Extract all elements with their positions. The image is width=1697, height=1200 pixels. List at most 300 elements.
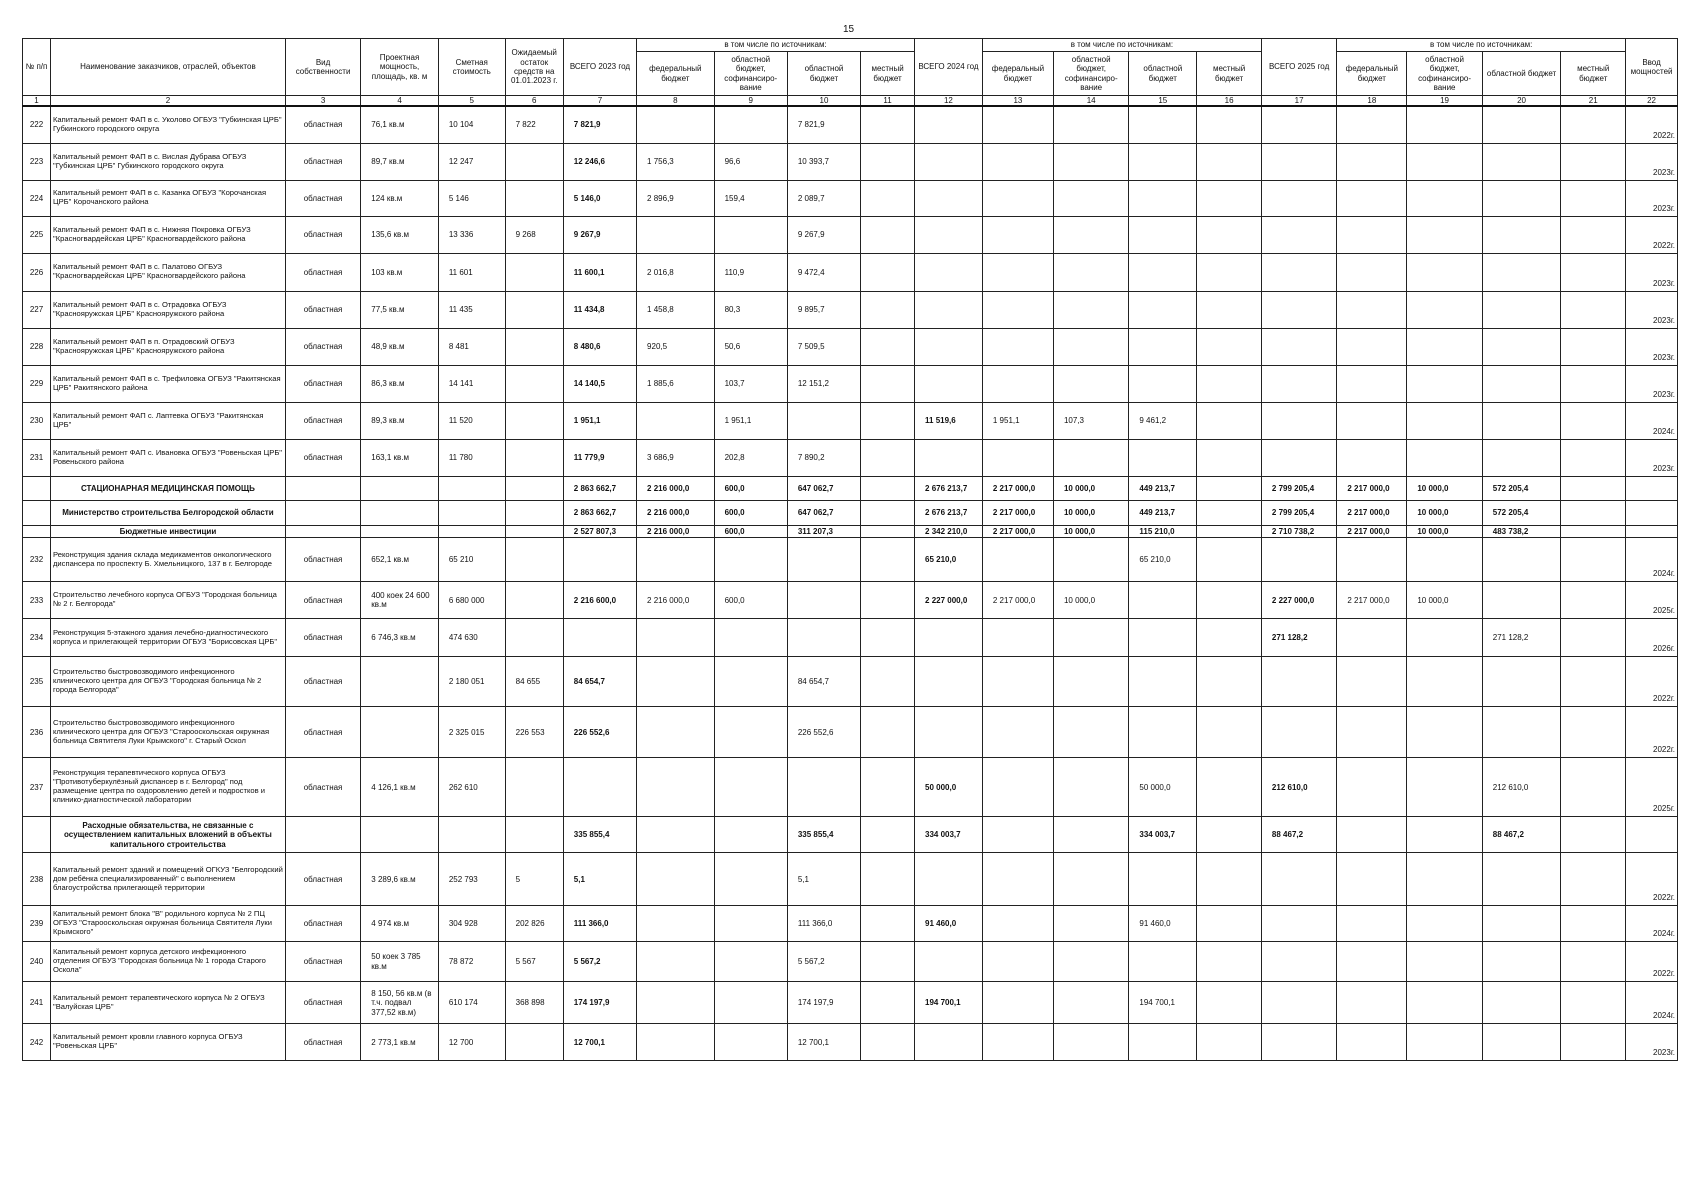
regional-2025-cell: 88 467,2 [1482,817,1561,853]
cofinancing-2024-cell [1053,758,1128,817]
commissioning-year-cell [1626,525,1678,537]
regional-2025-cell [1482,707,1561,758]
cofinancing-2023-cell [714,657,787,707]
local-2025-cell [1561,538,1626,582]
col-header-cofinancing-2024: областной бюджет, софинансиро-вание [1053,52,1128,96]
capacity-cell: 103 кв.м [361,253,439,291]
federal-2023-cell [637,619,715,657]
cofinancing-2025-cell [1407,253,1482,291]
total-2024-cell [915,253,983,291]
estimated-cost-cell: 11 520 [438,402,505,439]
federal-2024-cell [982,906,1053,942]
federal-2025-cell: 2 217 000,0 [1337,476,1407,500]
estimated-cost-cell: 5 146 [438,180,505,216]
federal-2023-cell [637,707,715,758]
local-2023-cell [861,906,915,942]
local-2023-cell [861,180,915,216]
federal-2024-cell [982,439,1053,476]
object-name: Капитальный ремонт блока "В" родильного корпуса № 2 ПЦ ОГБУЗ "Старооскольская окружная больница Святителя Луки Крымского" [51,906,286,942]
cofinancing-2025-cell: 10 000,0 [1407,500,1482,525]
cofinancing-2025-cell [1407,817,1482,853]
regional-2025-cell: 572 205,4 [1482,476,1561,500]
local-2023-cell [861,657,915,707]
local-2025-cell [1561,402,1626,439]
regional-2024-cell [1129,106,1197,143]
federal-2024-cell [982,657,1053,707]
object-name: Капитальный ремонт ФАП в с. Палатово ОГБУЗ "Красногвардейская ЦРБ" Красногвардейского района [51,253,286,291]
federal-2025-cell [1337,180,1407,216]
estimated-cost-cell: 10 104 [438,106,505,143]
federal-2025-cell [1337,439,1407,476]
local-2023-cell [861,291,915,328]
regional-2023-cell [787,619,860,657]
ownership-cell: областная [285,1024,360,1061]
row-number [23,500,51,525]
total-2025-cell [1261,538,1336,582]
cofinancing-2024-cell [1053,817,1128,853]
col-header-regional-2024: областной бюджет [1129,52,1197,96]
regional-2023-cell: 9 895,7 [787,291,860,328]
federal-2025-cell [1337,291,1407,328]
capacity-cell: 76,1 кв.м [361,106,439,143]
local-2025-cell [1561,180,1626,216]
total-2025-cell: 212 610,0 [1261,758,1336,817]
row-number: 227 [23,291,51,328]
object-name: Реконструкция здания склада медикаментов онкологического диспансера по проспекту Б. Хмельницкого, 137 в г. Белгороде [51,538,286,582]
cofinancing-2024-cell [1053,143,1128,180]
regional-2024-cell [1129,180,1197,216]
federal-2023-cell: 3 686,9 [637,439,715,476]
ownership-cell [285,525,360,537]
commissioning-year-cell: 2022г. [1626,657,1678,707]
object-name: Расходные обязательства, не связанные с осуществлением капитальных вложений в объекты капитального строительства [51,817,286,853]
local-2024-cell [1197,476,1262,500]
cofinancing-2025-cell [1407,982,1482,1024]
estimated-cost-cell: 13 336 [438,216,505,253]
total-2025-cell [1261,853,1336,906]
capacity-cell: 89,3 кв.м [361,402,439,439]
federal-2023-cell [637,817,715,853]
object-name: Капитальный ремонт кровли главного корпуса ОГБУЗ "Ровеньская ЦРБ" [51,1024,286,1061]
local-2023-cell [861,707,915,758]
ownership-cell: областная [285,657,360,707]
local-2025-cell [1561,365,1626,402]
local-2023-cell [861,758,915,817]
object-name: Реконструкция 5-этажного здания лечебно-диагностического корпуса и прилегающей территории ОГБУЗ "Борисовская ЦРБ" [51,619,286,657]
cofinancing-2024-cell [1053,365,1128,402]
row-number: 236 [23,707,51,758]
federal-2025-cell [1337,942,1407,982]
estimated-cost-cell: 6 680 000 [438,582,505,619]
table-row [23,402,1678,439]
regional-2025-cell [1482,582,1561,619]
capacity-cell: 50 коек 3 785 кв.м [361,942,439,982]
regional-2023-cell [787,582,860,619]
capacity-cell [361,476,439,500]
regional-2025-cell [1482,253,1561,291]
regional-2023-cell: 647 062,7 [787,500,860,525]
cofinancing-2023-cell: 159,4 [714,180,787,216]
column-number: 22 [1626,96,1678,107]
total-2023-cell: 226 552,6 [563,707,636,758]
cofinancing-2023-cell: 600,0 [714,500,787,525]
local-2023-cell [861,582,915,619]
local-2025-cell [1561,106,1626,143]
object-name: Капитальный ремонт зданий и помещений ОГКУЗ "Белгородский дом ребёнка специализированный" с выполнением благоустройства прилегающей территории [51,853,286,906]
col-header-sources-2023: в том числе по источникам: [637,39,915,52]
regional-2025-cell: 483 738,2 [1482,525,1561,537]
column-number: 20 [1482,96,1561,107]
regional-2025-cell: 212 610,0 [1482,758,1561,817]
ownership-cell: областная [285,180,360,216]
local-2023-cell [861,982,915,1024]
local-2024-cell [1197,106,1262,143]
col-header-federal-2023: федеральный бюджет [637,52,715,96]
estimated-cost-cell: 78 872 [438,942,505,982]
cofinancing-2024-cell [1053,253,1128,291]
expected-balance-cell [505,439,563,476]
total-2024-cell: 2 342 210,0 [915,525,983,537]
cofinancing-2025-cell: 10 000,0 [1407,582,1482,619]
total-2024-cell [915,853,983,906]
regional-2024-cell: 115 210,0 [1129,525,1197,537]
commissioning-year-cell: 2022г. [1626,853,1678,906]
object-name: Капитальный ремонт ФАП в п. Отрадовский ОГБУЗ "Краснояружская ЦРБ" Краснояружского района [51,328,286,365]
estimated-cost-cell [438,525,505,537]
total-2023-cell: 111 366,0 [563,906,636,942]
column-number: 11 [861,96,915,107]
local-2023-cell [861,500,915,525]
regional-2024-cell [1129,439,1197,476]
total-2023-cell: 12 700,1 [563,1024,636,1061]
table-row [23,707,1678,758]
total-2024-cell: 2 676 213,7 [915,476,983,500]
federal-2025-cell [1337,982,1407,1024]
local-2023-cell [861,817,915,853]
total-2025-cell: 2 799 205,4 [1261,500,1336,525]
cofinancing-2024-cell [1053,707,1128,758]
ownership-cell: областная [285,402,360,439]
column-number: 13 [982,96,1053,107]
total-2025-cell [1261,439,1336,476]
estimated-cost-cell: 610 174 [438,982,505,1024]
regional-2024-cell [1129,707,1197,758]
estimated-cost-cell: 14 141 [438,365,505,402]
commissioning-year-cell: 2022г. [1626,106,1678,143]
federal-2023-cell: 2 216 000,0 [637,582,715,619]
cofinancing-2023-cell [714,906,787,942]
commissioning-year-cell: 2023г. [1626,291,1678,328]
cofinancing-2025-cell [1407,365,1482,402]
cofinancing-2023-cell: 1 951,1 [714,402,787,439]
capacity-cell [361,500,439,525]
col-header-estimated-cost: Сметная стоимость [438,39,505,96]
object-name: Строительство быстровозводимого инфекционного клинического центра для ОГБУЗ "Старооскольская окружная больница Святителя Луки Крымского" г. Старый Оскол [51,707,286,758]
regional-2023-cell: 12 151,2 [787,365,860,402]
federal-2025-cell [1337,619,1407,657]
expected-balance-cell [505,758,563,817]
regional-2025-cell [1482,143,1561,180]
local-2024-cell [1197,328,1262,365]
row-number: 224 [23,180,51,216]
local-2023-cell [861,1024,915,1061]
local-2023-cell [861,328,915,365]
table-row [23,657,1678,707]
capacity-cell: 48,9 кв.м [361,328,439,365]
cofinancing-2024-cell [1053,106,1128,143]
total-2023-cell: 7 821,9 [563,106,636,143]
total-2024-cell [915,291,983,328]
row-number [23,476,51,500]
total-2023-cell: 5,1 [563,853,636,906]
local-2023-cell [861,525,915,537]
total-2024-cell: 11 519,6 [915,402,983,439]
ownership-cell [285,817,360,853]
local-2024-cell [1197,1024,1262,1061]
cofinancing-2023-cell: 80,3 [714,291,787,328]
cofinancing-2023-cell [714,619,787,657]
cofinancing-2024-cell [1053,1024,1128,1061]
regional-2024-cell [1129,853,1197,906]
capacity-cell: 652,1 кв.м [361,538,439,582]
federal-2024-cell: 2 217 000,0 [982,476,1053,500]
estimated-cost-cell: 8 481 [438,328,505,365]
local-2024-cell [1197,853,1262,906]
col-header-federal-2024: федеральный бюджет [982,52,1053,96]
row-number: 225 [23,216,51,253]
col-header-total-2023: ВСЕГО 2023 год [563,39,636,96]
ownership-cell: областная [285,582,360,619]
table-row [23,291,1678,328]
local-2023-cell [861,253,915,291]
local-2025-cell [1561,500,1626,525]
regional-2025-cell [1482,291,1561,328]
commissioning-year-cell [1626,817,1678,853]
federal-2024-cell [982,707,1053,758]
regional-2025-cell: 572 205,4 [1482,500,1561,525]
commissioning-year-cell: 2026г. [1626,619,1678,657]
federal-2023-cell: 2 216 000,0 [637,525,715,537]
column-number: 19 [1407,96,1482,107]
capacity-cell: 135,6 кв.м [361,216,439,253]
column-number: 21 [1561,96,1626,107]
row-number: 238 [23,853,51,906]
row-number: 234 [23,619,51,657]
federal-2025-cell: 2 217 000,0 [1337,525,1407,537]
ownership-cell: областная [285,439,360,476]
regional-2023-cell: 174 197,9 [787,982,860,1024]
expected-balance-cell [505,538,563,582]
cofinancing-2024-cell [1053,291,1128,328]
commissioning-year-cell: 2024г. [1626,906,1678,942]
row-number: 241 [23,982,51,1024]
cofinancing-2025-cell [1407,942,1482,982]
total-2023-cell: 5 567,2 [563,942,636,982]
cofinancing-2025-cell [1407,180,1482,216]
expected-balance-cell: 368 898 [505,982,563,1024]
capacity-cell: 8 150, 56 кв.м (в т.ч. подвал 377,52 кв.м) [361,982,439,1024]
row-number: 240 [23,942,51,982]
cofinancing-2025-cell: 10 000,0 [1407,525,1482,537]
local-2024-cell [1197,291,1262,328]
local-2025-cell [1561,328,1626,365]
regional-2025-cell [1482,538,1561,582]
cofinancing-2023-cell [714,1024,787,1061]
federal-2023-cell [637,106,715,143]
column-number: 14 [1053,96,1128,107]
federal-2024-cell [982,1024,1053,1061]
column-number: 17 [1261,96,1336,107]
regional-2024-cell [1129,657,1197,707]
cofinancing-2023-cell [714,538,787,582]
total-2024-cell [915,942,983,982]
cofinancing-2023-cell [714,982,787,1024]
cofinancing-2024-cell [1053,942,1128,982]
regional-2024-cell [1129,942,1197,982]
total-2024-cell [915,106,983,143]
local-2025-cell [1561,216,1626,253]
ownership-cell: областная [285,982,360,1024]
col-header-num: № п/п [23,39,51,96]
total-2023-cell: 5 146,0 [563,180,636,216]
object-name: СТАЦИОНАРНАЯ МЕДИЦИНСКАЯ ПОМОЩЬ [51,476,286,500]
total-2024-cell [915,180,983,216]
cofinancing-2023-cell [714,942,787,982]
cofinancing-2023-cell [714,707,787,758]
commissioning-year-cell: 2022г. [1626,216,1678,253]
regional-2023-cell: 9 267,9 [787,216,860,253]
cofinancing-2025-cell [1407,1024,1482,1061]
ownership-cell: областная [285,707,360,758]
expected-balance-cell: 84 655 [505,657,563,707]
local-2024-cell [1197,365,1262,402]
total-2024-cell [915,619,983,657]
federal-2024-cell: 2 217 000,0 [982,500,1053,525]
row-number: 233 [23,582,51,619]
total-2025-cell [1261,707,1336,758]
total-2023-cell: 84 654,7 [563,657,636,707]
regional-2024-cell: 449 213,7 [1129,500,1197,525]
table-row [23,538,1678,582]
total-2023-cell [563,758,636,817]
regional-2025-cell [1482,365,1561,402]
col-header-capacity: Проектная мощность, площадь, кв. м [361,39,439,96]
federal-2023-cell [637,1024,715,1061]
cofinancing-2025-cell [1407,402,1482,439]
object-name: Капитальный ремонт ФАП в с. Трефиловка ОГБУЗ "Ракитянская ЦРБ" Ракитянского района [51,365,286,402]
federal-2023-cell [637,402,715,439]
cofinancing-2023-cell: 50,6 [714,328,787,365]
column-number: 7 [563,96,636,107]
regional-2025-cell [1482,853,1561,906]
table-row [23,853,1678,906]
ownership-cell: областная [285,143,360,180]
federal-2024-cell [982,817,1053,853]
column-number: 6 [505,96,563,107]
local-2023-cell [861,942,915,982]
local-2023-cell [861,538,915,582]
cofinancing-2024-cell [1053,328,1128,365]
local-2024-cell [1197,253,1262,291]
regional-2025-cell [1482,106,1561,143]
regional-2025-cell [1482,1024,1561,1061]
federal-2023-cell [637,853,715,906]
local-2024-cell [1197,439,1262,476]
col-header-total-2024: ВСЕГО 2024 год [915,39,983,96]
cofinancing-2025-cell [1407,439,1482,476]
cofinancing-2024-cell: 10 000,0 [1053,500,1128,525]
regional-2023-cell: 647 062,7 [787,476,860,500]
regional-2025-cell [1482,657,1561,707]
regional-2024-cell: 65 210,0 [1129,538,1197,582]
total-2025-cell [1261,1024,1336,1061]
total-2023-cell: 12 246,6 [563,143,636,180]
total-2025-cell: 2 799 205,4 [1261,476,1336,500]
regional-2023-cell: 111 366,0 [787,906,860,942]
regional-2023-cell: 10 393,7 [787,143,860,180]
federal-2024-cell [982,328,1053,365]
federal-2023-cell [637,538,715,582]
expected-balance-cell [505,500,563,525]
estimated-cost-cell [438,476,505,500]
cofinancing-2023-cell: 103,7 [714,365,787,402]
column-number: 15 [1129,96,1197,107]
total-2023-cell: 335 855,4 [563,817,636,853]
expected-balance-cell: 226 553 [505,707,563,758]
regional-2024-cell: 194 700,1 [1129,982,1197,1024]
column-number: 18 [1337,96,1407,107]
cofinancing-2025-cell [1407,106,1482,143]
local-2025-cell [1561,1024,1626,1061]
capacity-cell [361,525,439,537]
federal-2024-cell [982,253,1053,291]
total-2025-cell [1261,982,1336,1024]
capacity-cell [361,657,439,707]
cofinancing-2024-cell: 107,3 [1053,402,1128,439]
table-row [23,180,1678,216]
expected-balance-cell [505,291,563,328]
local-2024-cell [1197,525,1262,537]
regional-2024-cell [1129,291,1197,328]
capacity-cell [361,707,439,758]
row-number: 229 [23,365,51,402]
cofinancing-2024-cell [1053,982,1128,1024]
object-name: Капитальный ремонт ФАП в с. Отрадовка ОГБУЗ "Краснояружская ЦРБ" Краснояружского района [51,291,286,328]
federal-2023-cell: 2 216 000,0 [637,476,715,500]
estimated-cost-cell: 11 601 [438,253,505,291]
capacity-cell: 3 289,6 кв.м [361,853,439,906]
total-2025-cell: 2 227 000,0 [1261,582,1336,619]
section-row [23,817,1678,853]
table-row [23,439,1678,476]
ownership-cell [285,476,360,500]
total-2023-cell [563,619,636,657]
col-header-local-2025: местный бюджет [1561,52,1626,96]
commissioning-year-cell: 2023г. [1626,365,1678,402]
capacity-cell: 2 773,1 кв.м [361,1024,439,1061]
total-2024-cell [915,1024,983,1061]
row-number [23,525,51,537]
federal-2025-cell [1337,853,1407,906]
capacity-cell: 163,1 кв.м [361,439,439,476]
table-row [23,758,1678,817]
ownership-cell: областная [285,906,360,942]
federal-2024-cell: 2 217 000,0 [982,525,1053,537]
commissioning-year-cell: 2023г. [1626,253,1678,291]
col-header-commissioning: Ввод мощностей [1626,39,1678,96]
total-2024-cell [915,707,983,758]
local-2024-cell [1197,582,1262,619]
